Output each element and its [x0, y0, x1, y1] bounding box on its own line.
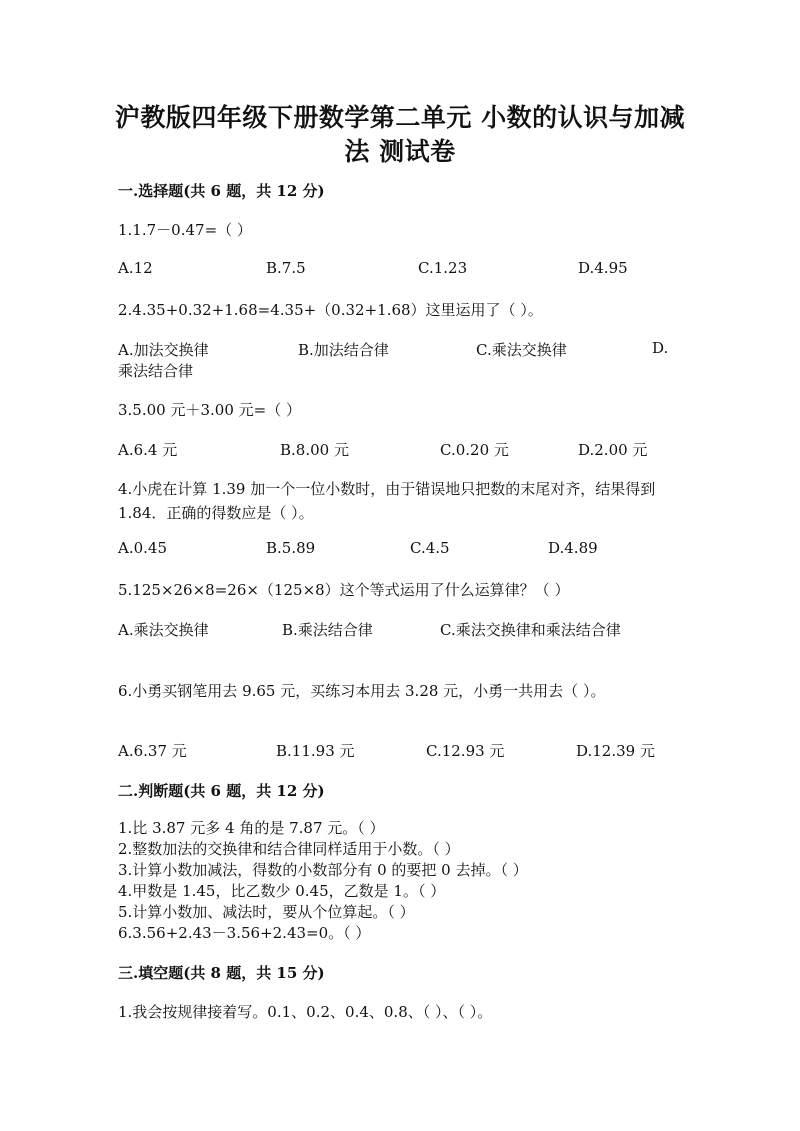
q1-option-c: C.1.23	[418, 259, 468, 277]
question-4: 4.小虎在计算 1.39 加一个一位小数时，由于错误地只把数的末尾对齐，结果得到 1.84．正确的得数应是（ ）。	[118, 480, 656, 522]
section2-heading: 二.判断题(共 6 题，共 12 分)	[118, 782, 325, 800]
doc-title-line2: 法 测试卷	[344, 137, 456, 166]
judge-item: 2.整数加法的交换律和结合律同样适用于小数。（ ）	[118, 840, 460, 858]
q2-option-d-continued: 乘法结合律	[118, 362, 194, 380]
q1-option-a: A.12	[118, 259, 153, 277]
q6-option-b: B.11.93 元	[276, 742, 355, 760]
question-3: 3.5.00 元＋3.00 元=（ ）	[118, 401, 301, 419]
q5-option-a: A.乘法交换律	[118, 621, 209, 639]
fill-question-1: 1.我会按规律接着写。0.1、0.2、0.4、0.8、（ ）、（ ）。	[118, 1003, 493, 1021]
q3-option-a: A.6.4 元	[118, 441, 178, 459]
q3-option-d: D.2.00 元	[578, 441, 648, 459]
q2-option-c: C.乘法交换律	[476, 341, 567, 359]
q6-option-d: D.12.39 元	[576, 742, 655, 760]
question-6: 6.小勇买钢笔用去 9.65 元，买练习本用去 3.28 元，小勇一共用去（ ）。	[118, 682, 606, 700]
q4-option-c: C.4.5	[410, 539, 450, 557]
q4-option-a: A.0.45	[118, 539, 167, 557]
q4-option-d: D.4.89	[548, 539, 598, 557]
q6-option-c: C.12.93 元	[426, 742, 505, 760]
section1-heading: 一.选择题(共 6 题，共 12 分)	[118, 182, 325, 200]
q5-option-c: C.乘法交换律和乘法结合律	[440, 621, 621, 639]
judge-item: 5.计算小数加、减法时，要从个位算起。（ ）	[118, 903, 415, 921]
judge-item: 1.比 3.87 元多 4 角的是 7.87 元。（ ）	[118, 819, 385, 837]
q2-option-a: A.加法交换律	[118, 341, 209, 359]
section3-heading: 三.填空题(共 8 题，共 15 分)	[118, 964, 325, 982]
question-5: 5.125×26×8=26×（125×8）这个等式运用了什么运算律？（ ）	[118, 581, 570, 599]
doc-title-line1: 沪教版四年级下册数学第二单元 小数的认识与加减	[114, 103, 686, 132]
q2-option-b: B.加法结合律	[298, 341, 389, 359]
question-1: 1.1.7－0.47=（ ）	[118, 221, 252, 239]
q4-option-b: B.5.89	[266, 539, 316, 557]
q6-option-a: A.6.37 元	[118, 742, 187, 760]
q1-option-d: D.4.95	[578, 259, 628, 277]
judge-item: 4.甲数是 1.45，比乙数少 0.45，乙数是 1。（ ）	[118, 882, 446, 900]
q1-option-b: B.7.5	[266, 259, 306, 277]
judge-list	[118, 818, 528, 944]
judge-item: 6.3.56+2.43－3.56+2.43=0。（ ）	[118, 924, 371, 942]
q5-option-b: B.乘法结合律	[282, 621, 373, 639]
judge-item: 3.计算小数加减法，得数的小数部分有 0 的要把 0 去掉。（ ）	[118, 861, 528, 879]
q2-option-d: D.	[652, 339, 669, 357]
q3-option-b: B.8.00 元	[280, 441, 349, 459]
q3-option-c: C.0.20 元	[440, 441, 509, 459]
question-2: 2.4.35+0.32+1.68=4.35+（0.32+1.68）这里运用了（ ）。	[118, 301, 543, 319]
